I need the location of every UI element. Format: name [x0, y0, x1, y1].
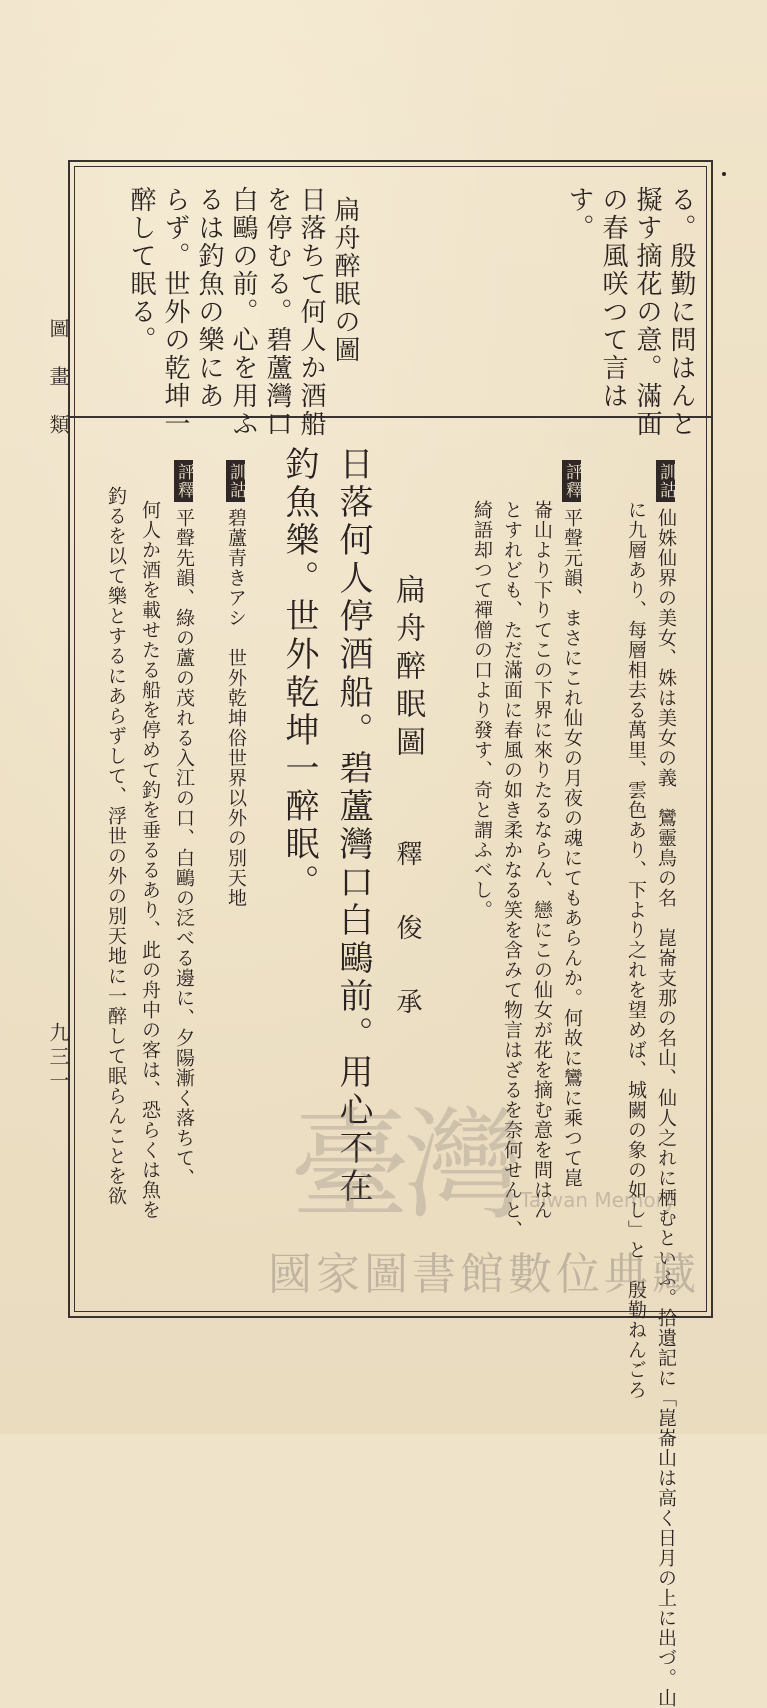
hyoshaku2-text-2: 何人か酒を載せたる船を停めて釣を垂るるあり、此の舟中の客は、恐らくは魚を [139, 500, 161, 1220]
poem-line-2: 釣魚樂。世外乾坤一醉眠。 [279, 446, 319, 902]
watermark-english: Taiwan Memory [520, 1188, 676, 1212]
ink-dot [722, 172, 726, 176]
watermark-text: 國家圖書館數位典藏 [268, 1249, 700, 1300]
hyoshaku2-text-1: 平聲先韻、綠の蘆の茂れる入江の口、白鷗の泛べる邊に、夕陽漸く落ちて、 [173, 508, 195, 1188]
upper-line-2: 擬す摘花の意。滿面 [632, 186, 662, 438]
hyoshaku-text-4: 綺語却つて禪僧の口より發す、奇と謂ふべし。 [471, 500, 493, 920]
upper-line-8: 白鷗の前。心を用ふ [228, 186, 258, 438]
kunko2-text: 碧蘆青きアシ 世外乾坤俗世界以外の別天地 [225, 508, 247, 908]
upper-line-4: す。 [564, 186, 594, 242]
upper-line-3: の春風咲つて言は [598, 186, 628, 410]
upper-line-7: を停むる。碧蘆灣口 [262, 186, 292, 438]
upper-line-1: る。殷勤に問はんと [666, 186, 696, 438]
kunko-text-1: 仙姝仙界の美女、姝は美女の義 鸞靈鳥の名 崑崙支那の名山、仙人之れに栖むといふ。拾遺記に「崑崙山は高く日月の上に出づ。山 [655, 508, 677, 1708]
section-label: 圖畫類 [46, 318, 70, 462]
poem-title: 扁舟醉眠圖 [390, 574, 425, 764]
hyoshaku-text-1: 平聲元韻、まさにこれ仙女の月夜の魂にてもあらんか。何故に鸞に乘つて崑 [561, 508, 583, 1188]
poem-author: 釋俊承 [392, 840, 422, 1062]
kunko2-tag: 訓詁 [226, 460, 245, 502]
hyoshaku2-text-3: 釣るを以て樂とするにあらずして、浮世の外の別天地に一醉して眠らんことを欲 [105, 486, 127, 1206]
hyoshaku-column [562, 460, 581, 1188]
poem-line-1: 日落何人停酒船。碧蘆灣口白鷗前。用心不在 [333, 446, 373, 1206]
kunko2-column [226, 460, 245, 908]
hyoshaku2-column [174, 460, 193, 1188]
hyoshaku2-tag: 評釋 [174, 460, 193, 502]
kunko-text-2: に九層あり、每層相去る萬里、雲色あり、下より之れを望めば、城闕の象の如し」と 殷勤ねんごろ [625, 500, 647, 1400]
page-number: 九三一 [46, 1022, 70, 1094]
upper-line-10: らず。世外の乾坤一 [160, 186, 190, 438]
upper-line-5: 扁舟醉眠の圖 [330, 196, 360, 364]
upper-line-11: 醉して眠る。 [126, 186, 156, 354]
hyoshaku-text-2: 崙山より下りてこの下界に來りたるならん、戀にこの仙女が花を摘む意を問はん [531, 500, 553, 1220]
kunko-column [656, 460, 675, 1708]
kunko-tag: 訓詁 [656, 460, 675, 502]
upper-line-6: 日落ちて何人か酒船 [296, 186, 326, 438]
hyoshaku-tag: 評釋 [562, 460, 581, 502]
hyoshaku-text-3: とすれども、ただ滿面に春風の如き柔かなる笑を含みて物言はざるを奈何せんと、 [501, 500, 523, 1240]
watermark-logo: 臺灣 [290, 1097, 518, 1236]
upper-line-9: るは釣魚の樂にあ [194, 186, 224, 410]
